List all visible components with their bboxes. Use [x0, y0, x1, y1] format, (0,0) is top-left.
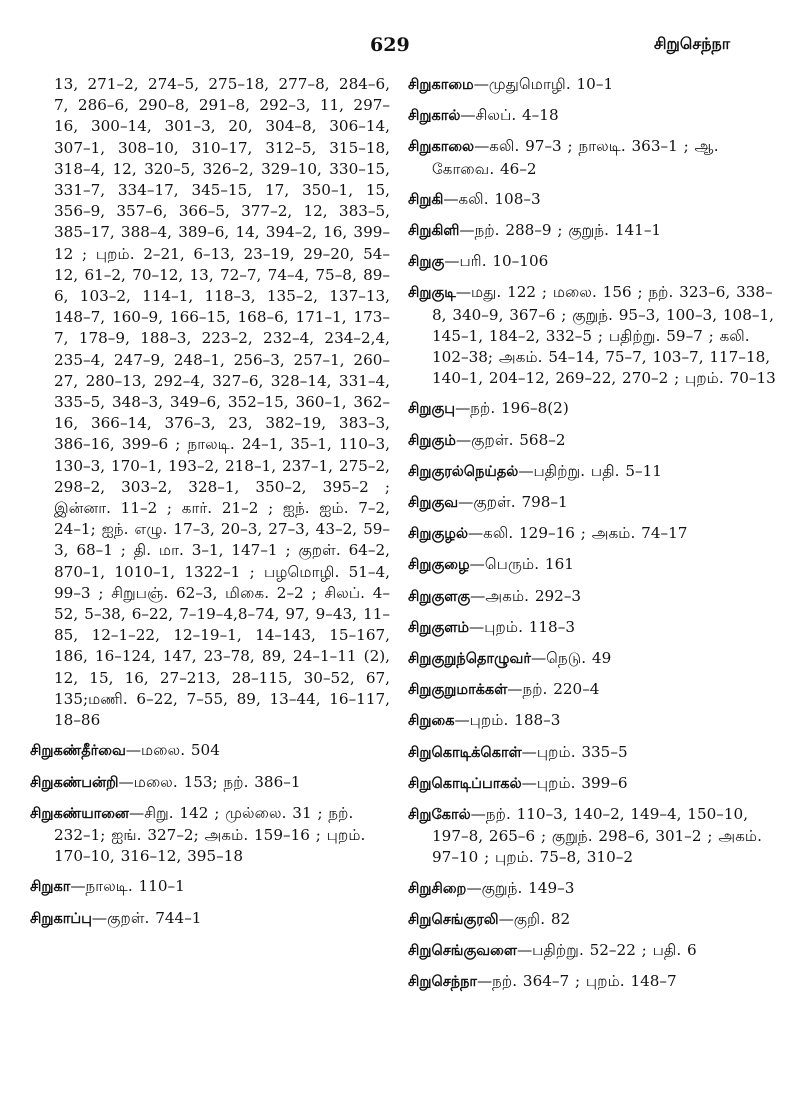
entry-references: பெரும். 161: [484, 555, 574, 574]
right-entry-list: [408, 74, 780, 994]
entry-headword: சிறுகாப்பு: [30, 910, 92, 927]
entry-headword: சிறுகுடி: [408, 285, 456, 302]
entry-headword: சிறுகாமை: [408, 77, 474, 93]
entry-headword: சிறுகாலை: [408, 139, 475, 156]
entry-references: சிலப். 4–18: [475, 106, 559, 125]
left-entry-list: [30, 740, 390, 929]
entry-references: குறள். 744–1: [107, 908, 202, 927]
entry-references: கலி. 97–3 ; நாலடி. 363–1 ; ஆ. கோவை. 46–2: [432, 137, 719, 178]
index-entry: [408, 804, 780, 869]
entry-dash: —: [521, 742, 537, 761]
entry-headword: சிறுகா: [30, 879, 71, 896]
entry-references: கலி. 108–3: [458, 189, 541, 208]
entry-headword: சிறுகண்தீர்வை: [30, 743, 126, 760]
entry-dash: —: [129, 803, 145, 822]
entry-references: புறம். 118–3: [484, 617, 575, 636]
index-entry: [408, 461, 780, 483]
index-entry: [408, 398, 780, 420]
entry-dash: —: [70, 877, 86, 896]
index-entry: [408, 679, 780, 701]
entry-headword: சிறுகுவ: [408, 495, 459, 512]
index-entry: [408, 136, 780, 179]
index-entry: [408, 492, 780, 514]
entry-dash: —: [455, 399, 471, 418]
index-entry: [30, 772, 390, 794]
index-entry: [408, 74, 780, 96]
entry-headword: சிறுகுரல்நெய்தல்: [408, 463, 519, 480]
entry-references: நற். 196–8(2): [470, 399, 569, 418]
index-entry: [408, 554, 780, 576]
continued-entry-refs: 13, 271–2, 274–5, 275–18, 277–8, 284–6, 7, 286–6, 290–8, 291–8, 292–3, 11, 297–16, 300–14, 301–3, 20, 304–8, 306–14, 307–1, 308–10, 310–17, 312–5, 315–18, 318–4, 12, 320–5, 326–2, 329–10, 330–15, 331–7, 334–17, 345–15, 17, 350–1, 15, 356–9, 357–6, 366–5, 377–2, 12, 383–5, 385–17, 388–4, 389–6, 14, 394–2, 16, 399–12 ; புறம். 2–21, 6–13, 23–19, 29–20, 54–12, 61–2, 70–12, 13, 72–7, 74–4, 75–8, 89–6, 103–2, 114–1, 118–3, 135–2, 137–13, 148–7, 160–9, 166–15, 168–6, 171–1, 173–7, 178–9, 188–3, 223–2, 232–4, 234–2,4, 235–4, 247–9, 248–1, 256–3, 257–1, 260–27, 280–13, 292–4, 327–6, 328–14, 331–4, 335–5, 348–3, 349–6, 352–15, 360–1, 362–16, 366–14, 376–3, 23, 382–19, 383–3, 386–16, 399–6 ; நாலடி. 24–1, 35–1, 110–3, 130–3, 170–1, 193–2, 218–1, 237–1, 275–2, 298–2, 303–2, 328–1, 350–2, 395–2 ; இன்னா. 11–2 ; கார். 21–2 ; ஐந். ஐம். 7–2, 24–1; ஐந். எழு. 17–3, 20–3, 27–3, 43–2, 59–3, 68–1 ; தி. மா. 3–1, 147–1 ; குறள். 64–2, 870–1, 1010–1, 1322–1 ; பழமொழி. 51–4, 99–3 ; சிறுபஞ். 62–3, மிகை. 2–2 ; சிலப். 4–52, 5–38, 6–22, 7–19–4,8–74, 97, 9–43, 11–85, 12–1–22, 12–19–1, 14–143, 15–167, 186, 16–124, 147, 23–78, 89, 24–1–11 (2), 12, 15, 16, 27–213, 28–115, 30–52, 67, 135;மணி. 6–22, 7–55, 89, 13–44, 16–117, 18–86: [54, 75, 390, 730]
index-entry: [408, 878, 780, 900]
entry-headword: சிறுகுளகு: [408, 588, 471, 605]
entry-headword: சிறுகொடிப்பாகல்: [408, 775, 522, 792]
index-entry: [408, 430, 780, 452]
entry-dash: —: [466, 878, 482, 897]
entry-headword: சிறுகுளம்: [408, 619, 470, 636]
index-entry: [408, 909, 780, 931]
entry-dash: —: [459, 221, 475, 240]
entry-dash: —: [470, 805, 486, 824]
entry-headword: சிறுகால்: [408, 108, 461, 125]
entry-references: பதிற்று. 52–22 ; பதி. 6: [532, 941, 697, 960]
entry-references: நற். 364–7 ; புறம். 148–7: [492, 972, 677, 991]
entry-references: அகம். 292–3: [485, 586, 582, 605]
entry-references: நற். 288–9 ; குறுந். 141–1: [474, 221, 662, 240]
entry-references: புறம். 188–3: [469, 711, 561, 730]
index-entry: [408, 742, 780, 764]
entry-dash: —: [118, 772, 134, 791]
entry-dash: —: [474, 137, 490, 156]
entry-headword: சிறுகண்பன்றி: [30, 774, 119, 791]
left-column: [30, 74, 390, 939]
entry-headword: சிறுகுழை: [408, 557, 470, 574]
index-entry: [408, 189, 780, 211]
index-entry: [408, 586, 780, 608]
index-entry: [408, 105, 780, 127]
index-entry: [408, 523, 780, 545]
index-entry: [408, 648, 780, 670]
entry-dash: —: [455, 283, 472, 302]
entry-dash: —: [521, 773, 537, 792]
entry-headword: சிறுகொடிக்கொள்: [408, 744, 522, 761]
entry-headword: சிறுகு: [408, 254, 445, 271]
entry-dash: —: [444, 252, 460, 271]
entry-references: பரி. 10–106: [459, 252, 549, 271]
entry-references: நற். 220–4: [522, 680, 600, 699]
entry-headword: சிறுகை: [408, 713, 455, 730]
entry-headword: சிறுசெங்குவளை: [408, 943, 517, 960]
entry-headword: சிறுசெந்நா: [408, 974, 477, 991]
index-entry: [408, 251, 780, 273]
entry-references: முதுமொழி. 10–1: [488, 75, 614, 93]
entry-dash: —: [518, 461, 534, 480]
index-entry: [30, 740, 390, 762]
entry-dash: —: [125, 741, 142, 760]
index-entry: [408, 773, 780, 795]
entry-headword: சிறுகி: [408, 191, 444, 208]
entry-dash: —: [516, 941, 533, 960]
entry-dash: —: [469, 617, 485, 636]
index-entry: [30, 803, 390, 868]
entry-dash: —: [469, 555, 485, 574]
entry-references: குறள். 568–2: [471, 430, 566, 449]
entry-references: நற். 110–3, 140–2, 149–4, 150–10, 197–8, 265–6 ; குறுந். 298–6, 301–2 ; அகம். 97–10 ; புறம். 75–8, 310–2: [432, 805, 762, 867]
entry-references: நாலடி. 110–1: [85, 877, 185, 896]
right-column: [408, 74, 780, 1003]
running-head: சிறுசெந்நா: [654, 34, 731, 53]
entry-headword: சிறுகண்யானை: [30, 805, 129, 822]
entry-headword: சிறுகிளி: [408, 223, 460, 240]
entry-dash: —: [530, 649, 547, 668]
entry-references: கலி. 129–16 ; அகம். 74–17: [483, 524, 688, 543]
entry-references: நெடு. 49: [546, 649, 612, 668]
entry-dash: —: [507, 680, 523, 699]
entry-headword: சிறுகுறுந்தொழுவர்: [408, 651, 531, 668]
index-entry: [30, 876, 390, 898]
entry-dash: —: [455, 430, 472, 449]
entry-references: மலை. 153; நற். 386–1: [133, 772, 301, 791]
entry-references: குறள். 798–1: [473, 493, 568, 512]
entry-dash: —: [498, 909, 514, 928]
index-entry: [30, 908, 390, 930]
entry-references: புறம். 399–6: [536, 773, 628, 792]
entry-dash: —: [467, 524, 484, 543]
index-entry: [408, 710, 780, 732]
entry-references: புறம். 335–5: [536, 742, 628, 761]
entry-dash: —: [473, 75, 489, 93]
entry-headword: சிறுகோல்: [408, 807, 471, 824]
index-entry: [408, 282, 780, 389]
entry-references: மது. 122 ; மலை. 156 ; நற். 323–6, 338–8, 340–9, 367–6 ; குறுந். 95–3, 100–3, 108–1, 145–1, 184–2, 332–5 ; பதிற்று. 59–7 ; கலி. 102–38; அகம். 54–14, 75–7, 103–7, 117–18, 140–1, 204–12, 269–22, 270–2 ; புறம். 70–13: [432, 283, 776, 388]
entry-headword: சிறுசிறை: [408, 880, 467, 897]
entry-headword: சிறுசெங்குரலி: [408, 911, 499, 928]
entry-dash: —: [91, 908, 108, 927]
entry-headword: சிறுகுழல்: [408, 526, 468, 543]
entry-dash: —: [470, 586, 486, 605]
entry-dash: —: [454, 711, 470, 730]
entry-headword: சிறுகுபு: [408, 401, 456, 418]
index-entry: [408, 971, 780, 993]
index-entry: [408, 617, 780, 639]
entry-references: சிறு. 142 ; முல்லை. 31 ; நற். 232–1; ஐங். 327–2; அகம். 159–16 ; புறம். 170–10, 316–12, 395–18: [54, 803, 366, 866]
entry-references: குறி. 82: [513, 909, 571, 928]
entry-headword: சிறுகுறுமாக்கள்: [408, 682, 508, 699]
entry-references: குறுந். 149–3: [481, 878, 575, 897]
entry-dash: —: [458, 493, 474, 512]
entry-headword: சிறுகும்: [408, 432, 456, 449]
entry-dash: —: [443, 189, 459, 208]
entry-dash: —: [460, 106, 476, 125]
entry-references: பதிற்று. பதி. 5–11: [533, 461, 662, 480]
index-entry: [408, 940, 780, 962]
page-number: 629: [370, 34, 410, 56]
index-entry: [408, 220, 780, 242]
entry-dash: —: [476, 972, 493, 991]
entry-references: மலை. 504: [141, 741, 220, 760]
